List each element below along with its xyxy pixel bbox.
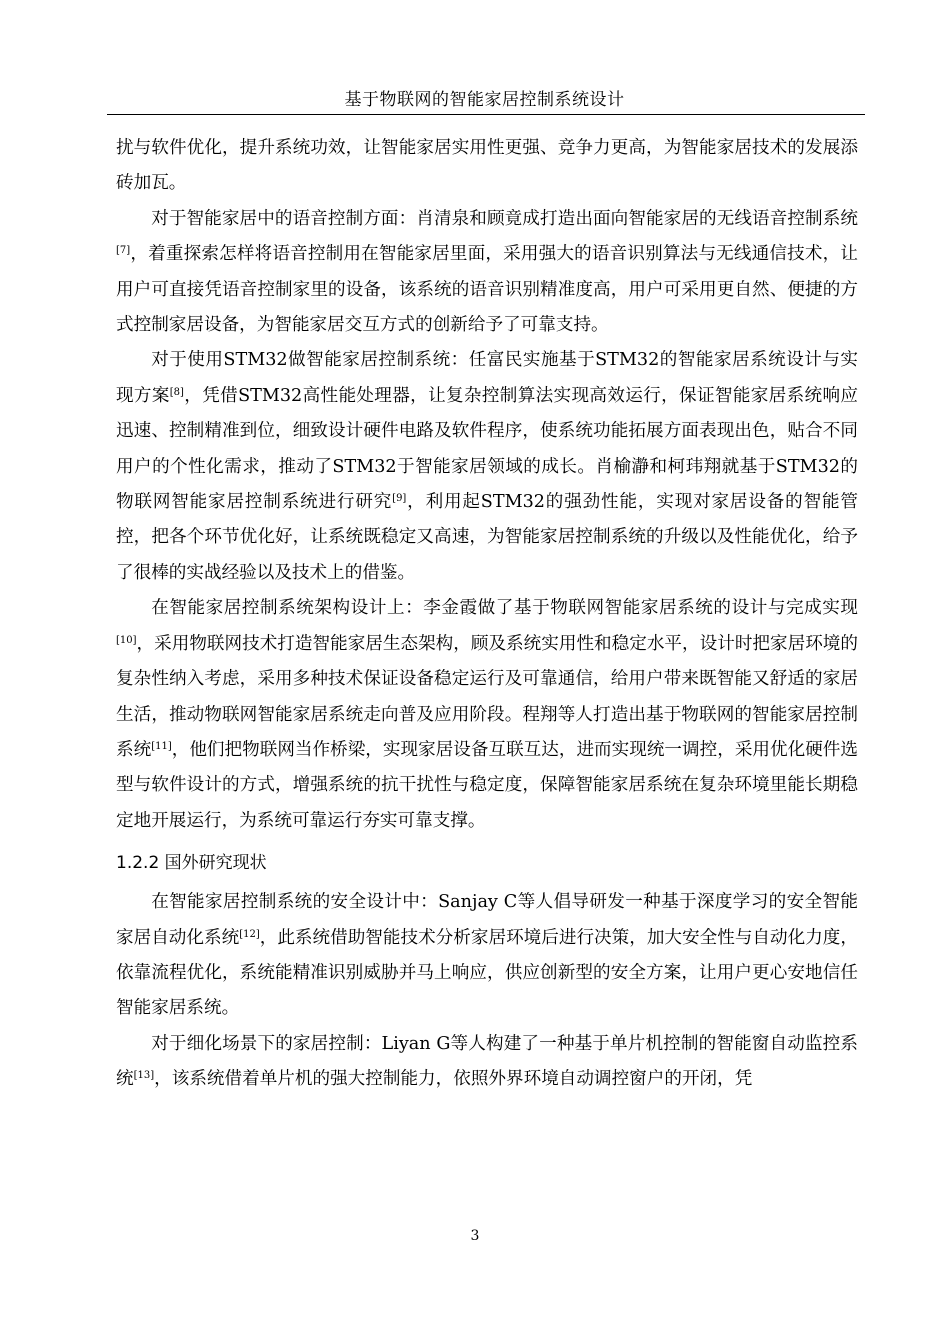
paragraph-scene-control [116, 1027, 858, 1098]
paragraph-text: 扰与软件优化，提升系统功效，让智能家居实用性更强、竞争力更高，为智能家居技术的发展添砖加瓦。 [116, 138, 858, 194]
paragraph-text: 在智能家居控制系统的安全设计中：Sanjay C等人倡导研发一种基于深度学习的安全智能家居自动化系统 [116, 892, 858, 948]
citation-ref: [8] [169, 386, 184, 398]
citation-ref: [12] [239, 928, 260, 940]
paragraph-text: ，此系统借助智能技术分析家居环境后进行决策，加大安全性与自动化力度，依靠流程优化，系统能精准识别威胁并马上响应，供应创新型的安全方案，让用户更心安地信任智能家居系统。 [116, 927, 858, 1019]
citation-ref: [13] [133, 1070, 155, 1082]
paragraph-architecture [116, 591, 858, 839]
paragraph-continuation [116, 131, 858, 202]
paragraph-text: ，着重探索怎样将语音控制用在智能家居里面，采用强大的语音识别算法与无线通信技术，让用户可直接凭语音控制家里的设备，该系统的语音识别精准度高，用户可采用更自然、便捷的方式控制家居设备，为智能家居交互方式的创新给予了可靠支持。 [116, 244, 858, 336]
citation-ref: [10] [116, 634, 137, 646]
citation-ref: [7] [116, 245, 131, 257]
paragraph-voice-control [116, 202, 858, 344]
paragraph-stm32 [116, 343, 858, 591]
paragraph-text: ，他们把物联网当作桥梁，实现家居设备互联互达，进而实现统一调控，采用优化硬件选型与软件设计的方式，增强系统的抗干扰性与稳定度，保障智能家居系统在复杂环境里能长期稳定地开展运行，为系统可靠运行夯实可靠支撑。 [116, 739, 858, 831]
citation-ref: [9] [392, 493, 407, 505]
header-divider [107, 114, 865, 115]
paragraph-text: 对于使用STM32做智能家居控制系统：任富民实施基于STM32的智能家居系统设计与实现方案 [116, 350, 858, 406]
page-number: 3 [470, 1228, 480, 1244]
citation-ref: [11] [151, 740, 172, 752]
paragraph-text: ，凭借STM32高性能处理器，让复杂控制算法实现高效运行，保证智能家居系统响应迅速、控制精准到位，细致设计硬件电路及软件程序，使系统功能拓展方面表现出色，贴合不同用户的个性化需求，推动了STM32于智能家居领域的成长。肖榆瀞和柯玮翔就基于STM32的物联网智能家居控制系统进行研究 [116, 385, 858, 513]
paragraph-text: 对于智能家居中的语音控制方面：肖清泉和顾竟成打造出面向智能家居的无线语音控制系统 [151, 208, 858, 229]
paragraph-text: 对于细化场景下的家居控制：Liyan G等人构建了一种基于单片机控制的智能窗自动监控系统 [116, 1033, 858, 1090]
body-text [116, 131, 858, 1098]
running-header: 基于物联网的智能家居控制系统设计 [344, 90, 625, 110]
paragraph-security-design [116, 885, 858, 1027]
section-heading: 1.2.2 国外研究现状 [116, 853, 267, 874]
paragraph-text: 在智能家居控制系统架构设计上：李金霞做了基于物联网智能家居系统的设计与完成实现 [151, 598, 858, 619]
paragraph-text: ，该系统借着单片机的强大控制能力，依照外界环境自动调控窗户的开闭，凭 [154, 1069, 753, 1090]
paragraph-text: ，采用物联网技术打造智能家居生态架构，顾及系统实用性和稳定水平，设计时把家居环境的复杂性纳入考虑，采用多种技术保证设备稳定运行及可靠通信，给用户带来既智能又舒适的家居生活，推动物联网智能家居系统走向普及应用阶段。程翔等人打造出基于物联网的智能家居控制系统 [116, 633, 858, 760]
paragraph-text: ，利用起STM32的强劲性能，实现对家居设备的智能管控，把各个环节优化好，让系统既稳定又高速，为智能家居控制系统的升级以及性能优化，给予了很棒的实战经验以及技术上的借鉴。 [116, 492, 858, 583]
